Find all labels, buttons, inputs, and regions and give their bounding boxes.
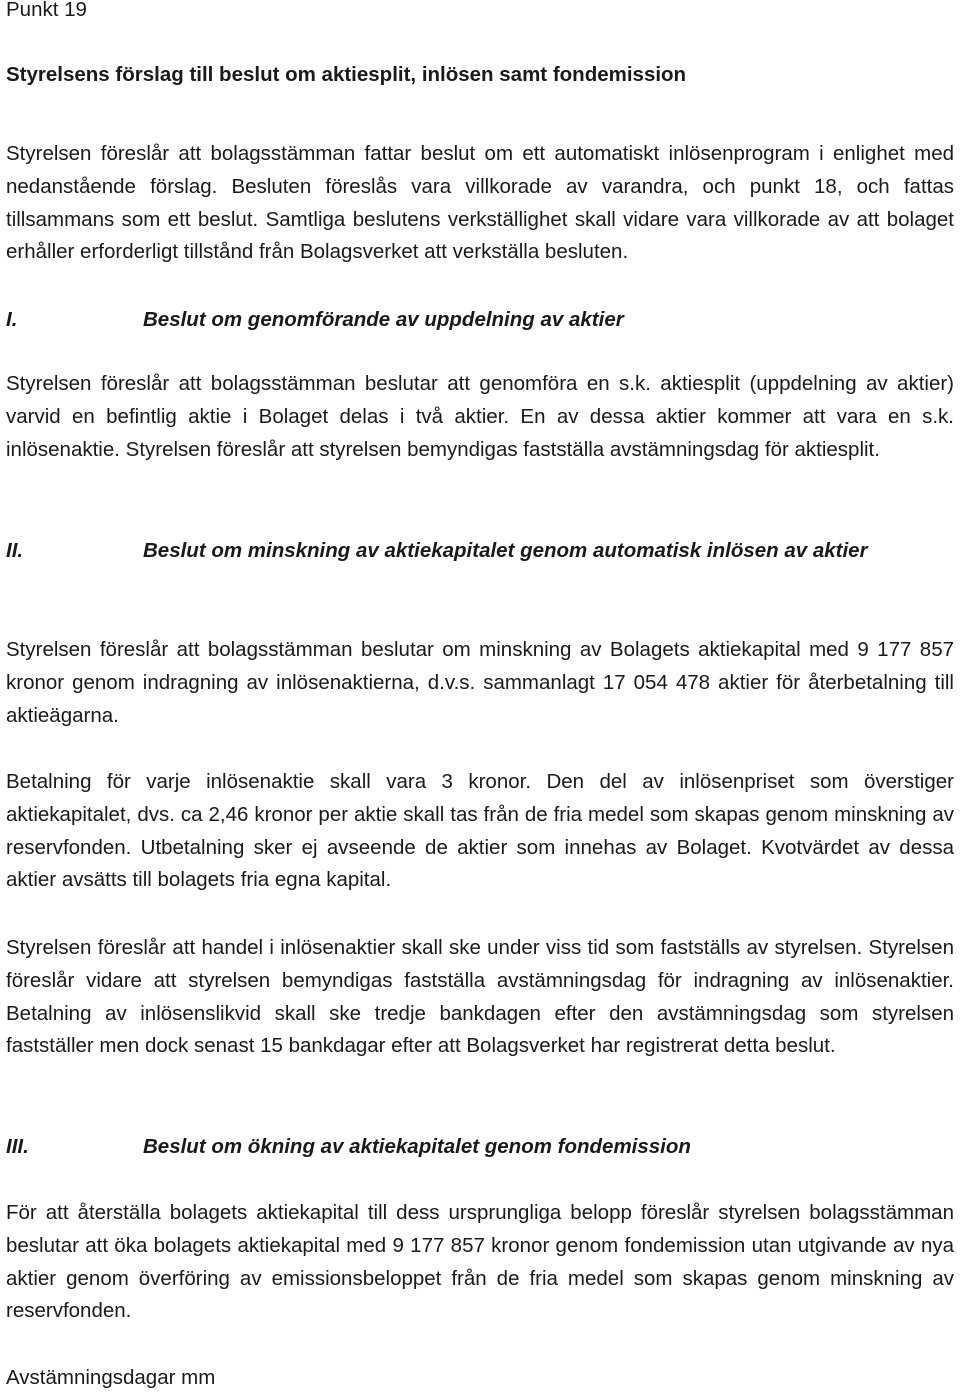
section-number-1: I. (6, 308, 18, 331)
intro-paragraph: Styrelsen föreslår att bolagsstämman fattar beslut om ett automatiskt inlösenprogram i enlighet med nedanstående förslag. Besluten föreslås vara villkorade av varandra, och punkt 18, och fattas tillsammans som ett beslut. Samtliga beslutens verkställighet skall vidare vara villkorade av att bolaget erhåller erforderligt tillstånd från Bolagsverket att verkställa besluten. (6, 142, 954, 264)
section-heading-2 (6, 535, 954, 568)
section-heading-1 (6, 304, 954, 337)
footer-heading: Avstämningsdagar mm (6, 1366, 216, 1389)
item-number: Punkt 19 (6, 0, 87, 21)
section-heading-3 (6, 1131, 954, 1164)
section-number-3: III. (6, 1135, 29, 1158)
section-title-3: Beslut om ökning av aktiekapitalet genom fondemission (143, 1135, 691, 1158)
section-3-paragraph: För att återställa bolagets aktiekapital till dess ursprungliga belopp föreslår styrelsen bolagsstämman beslutar att öka bolagets aktiekapital med 9 177 857 kronor genom fondemission utan utgivande av nya aktier genom överföring av emissionsbeloppet från de fria medel som skapas genom minskning av reservfonden. (6, 1201, 954, 1323)
section-number-2: II. (6, 539, 24, 562)
section-title-2: Beslut om minskning av aktiekapitalet genom automatisk inlösen av aktier (143, 539, 868, 562)
section-1-paragraph: Styrelsen föreslår att bolagsstämman beslutar att genomföra en s.k. aktiesplit (uppdelning av aktier) varvid en befintlig aktie i Bolaget delas i två aktier. En av dessa aktier kommer att vara en s.k. inlösenaktie. Styrelsen föreslår att styrelsen bemyndigas fastställa avstämningsdag för aktiesplit. (6, 372, 954, 461)
section-2-paragraph-2: Betalning för varje inlösenaktie skall vara 3 kronor. Den del av inlösenpriset som överstiger aktiekapitalet, dvs. ca 2,46 kronor per aktie skall tas från de fria medel som skapas genom minskning av reservfonden. Utbetalning sker ej avseende de aktier som innehas av Bolaget. Kvotvärdet av dessa aktier avsätts till bolagets fria egna kapital. (6, 770, 954, 892)
document-title: Styrelsens förslag till beslut om aktiesplit, inlösen samt fondemission (6, 63, 687, 86)
section-2-paragraph-3: Styrelsen föreslår att handel i inlösenaktier skall ske under viss tid som fastställs av styrelsen. Styrelsen föreslår vidare att styrelsen bemyndigas fastställa avstämningsdag för indragning av inlösenaktier. Betalning av inlösenslikvid skall ske tredje bankdagen efter den avstämningsdag som styrelsen fastställer men dock senast 15 bankdagar efter att Bolagsverket har registrerat detta beslut. (6, 936, 954, 1058)
section-title-1: Beslut om genomförande av uppdelning av aktier (143, 308, 624, 331)
section-2-paragraph-1: Styrelsen föreslår att bolagsstämman beslutar om minskning av Bolagets aktiekapital med 9 177 857 kronor genom indragning av inlösenaktierna, d.v.s. sammanlagt 17 054 478 aktier för återbetalning till aktieägarna. (6, 638, 954, 727)
